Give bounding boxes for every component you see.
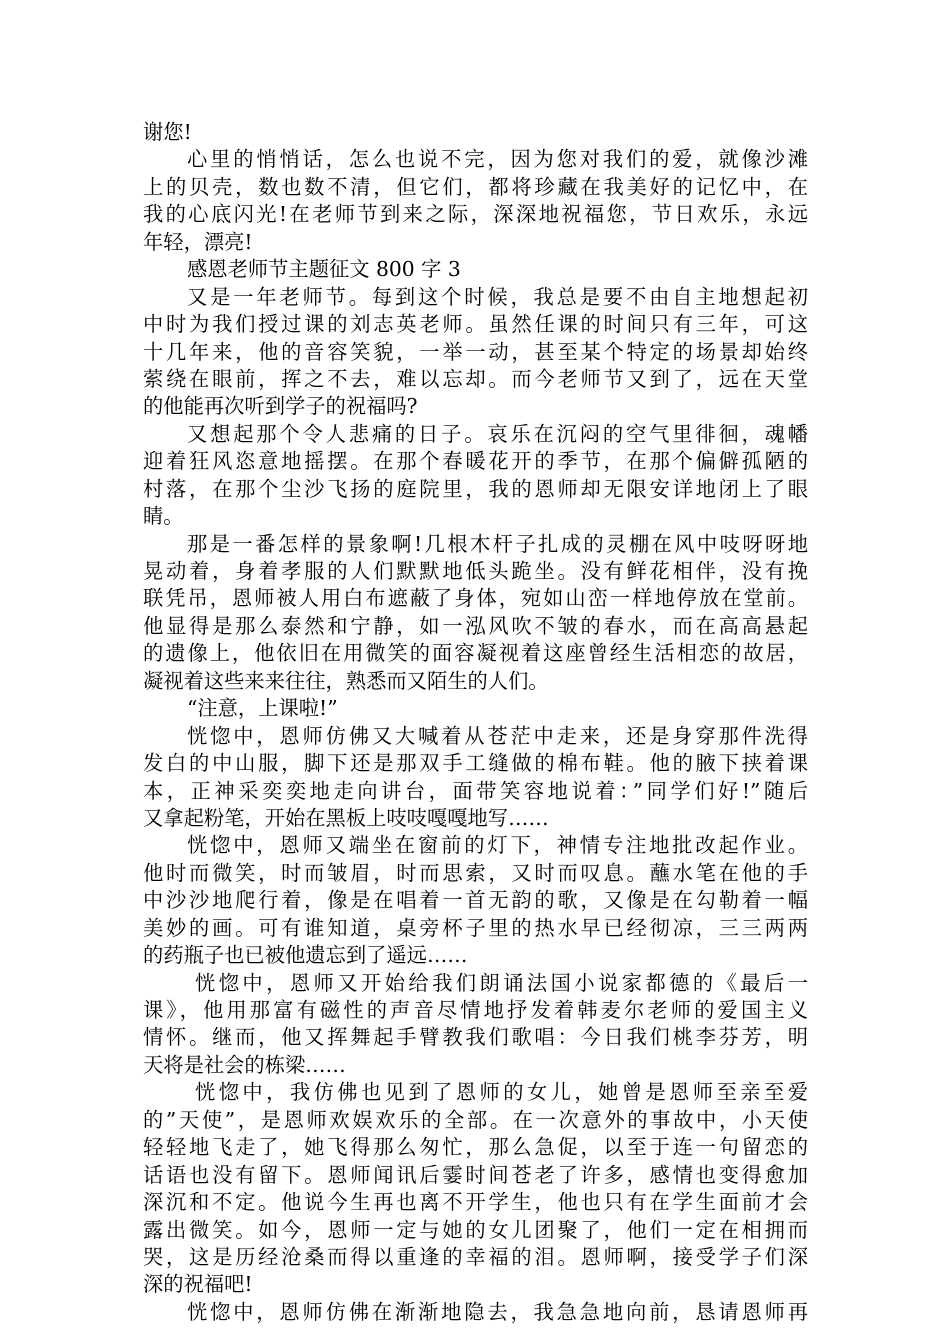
text-line: 他时而微笑，时而皱眉，时而思索，又时而叹息。蘸水笔在他的手 [143, 860, 808, 885]
text-line: 又是一年老师节。每到这个时候，我总是要不由自主地想起初 [187, 284, 808, 309]
text-line: 天将是社会的栋梁…… [143, 1052, 346, 1077]
text-line: 晃动着，身着孝服的人们默默地低头跪坐。没有鲜花相伴，没有挽 [143, 559, 808, 583]
text-line: “注意，上课啦!” [187, 696, 338, 721]
text-line: 心里的悄悄话，怎么也说不完，因为您对我们的爱，就像沙滩 [187, 147, 808, 172]
text-line: 恍惚中，恩师又端坐在窗前的灯下，神情专注地批改起作业。 [187, 833, 808, 858]
text-line: 迎着狂风恣意地摇摆。在那个春暖花开的季节，在那个偏僻孤陋的 [143, 449, 808, 474]
text-line: 深的祝福吧! [143, 1272, 253, 1297]
text-line: 美妙的画。可有谁知道，桌旁杯子里的热水早已经彻凉，三三两两 [143, 915, 808, 940]
section-heading: 感恩老师节主题征文 800 字 3 [187, 257, 461, 282]
text-line: 又想起那个令人悲痛的日子。哀乐在沉闷的空气里徘徊，魂幡 [187, 421, 808, 446]
text-line: 轻轻地飞走了，她飞得那么匆忙，那么急促，以至于连一句留恋的 [143, 1135, 808, 1160]
text-line: 恍惚中，我仿佛也见到了恩师的女儿，她曾是恩师至亲至爱 [195, 1080, 808, 1105]
text-line: 年轻，漂亮! [143, 229, 253, 254]
text-line: 睛。 [143, 504, 184, 529]
document-body [143, 119, 808, 1326]
text-line: 萦绕在眼前，挥之不去，难以忘却。而今老师节又到了，远在天堂 [143, 366, 808, 391]
text-line: 上的贝壳，数也数不清，但它们，都将珍藏在我美好的记忆中，在 [143, 174, 808, 199]
text-line: 中沙沙地爬行着，像是在唱着一首无韵的歌，又像是在勾勒着一幅 [143, 888, 808, 913]
text-line: 谢您! [143, 120, 192, 144]
text-line: 十几年来，他的音容笑貌，一举一动，甚至某个特定的场景却始终 [143, 339, 808, 364]
text-line: 恍惚中，恩师仿佛在渐渐地隐去，我急急地向前，恳请恩师再 [187, 1299, 808, 1324]
text-line: 他显得是那么泰然和宁静，如一泓风吹不皱的春水，而在高高悬起 [143, 613, 808, 638]
text-line: 露出微笑。如今，恩师一定与她的女儿团聚了，他们一定在相拥而 [143, 1217, 808, 1242]
text-line: 又拿起粉笔，开始在黑板上吱吱嘎嘎地写…… [143, 805, 549, 830]
text-line: 的药瓶子也已被他遗忘到了遥远…… [143, 943, 468, 968]
text-line: 发白的中山服，脚下还是那双手工缝做的棉布鞋。他的腋下挟着课 [143, 751, 808, 776]
text-line: 凝视着这些来来往往，熟悉而又陌生的人们。 [143, 668, 549, 693]
text-line: 我的心底闪光!在老师节到来之际，深深地祝福您，节日欢乐，永远 [143, 202, 808, 227]
text-line: 哭，这是历经沧桑而得以重逢的幸福的泪。恩师啊，接受学子们深 [143, 1244, 808, 1269]
document-page [143, 119, 808, 1326]
text-line: 的他能再次听到学子的祝福吗? [143, 394, 418, 419]
text-line: 的”天使”，是恩师欢娱欢乐的全部。在一次意外的事故中，小天使 [143, 1107, 808, 1132]
text-line: 话语也没有留下。恩师闻讯后霎时间苍老了许多，感情也变得愈加 [143, 1162, 808, 1187]
text-line: 联凭吊，恩师被人用白布遮蔽了身体，宛如山峦一样地停放在堂前。 [143, 586, 808, 611]
text-line: 课》，他用那富有磁性的声音尽情地抒发着韩麦尔老师的爱国主义 [143, 998, 808, 1022]
text-line: 恍惚中，恩师仿佛又大喊着从苍茫中走来，还是身穿那件洗得 [187, 723, 808, 748]
text-line: 的遗像上，他依旧在用微笑的面容凝视着这座曾经生活相恋的故居， [143, 641, 808, 666]
text-line: 那是一番怎样的景象啊!几根木杆子扎成的灵棚在风中吱呀呀地 [187, 531, 808, 556]
text-line: 深沉和不定。他说今生再也离不开学生，他也只有在学生面前才会 [143, 1190, 808, 1215]
text-line: 中时为我们授过课的刘志英老师。虽然任课的时间只有三年，可这 [143, 312, 808, 337]
text-line: 村落，在那个尘沙飞扬的庭院里，我的恩师却无限安详地闭上了眼 [143, 476, 808, 501]
text-line: 本，正神采奕奕地走向讲台，面带笑容地说着：”同学们好!”随后 [143, 778, 808, 803]
text-line: 恍惚中，恩师又开始给我们朗诵法国小说家都德的《最后一 [195, 970, 808, 995]
text-line: 情怀。继而，他又挥舞起手臂教我们歌唱：今日我们桃李芬芳，明 [143, 1025, 808, 1050]
